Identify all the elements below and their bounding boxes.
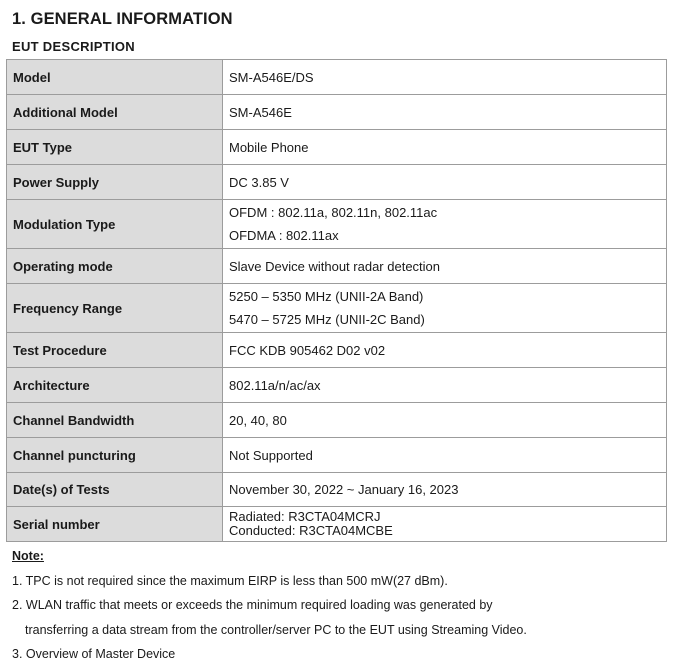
value-line: Radiated: R3CTA04MCRJ — [229, 509, 381, 524]
row-value: FCC KDB 905462 D02 v02 — [223, 333, 667, 368]
row-label: Additional Model — [7, 95, 223, 130]
table-row — [7, 60, 667, 95]
row-label: Operating mode — [7, 249, 223, 284]
note-item: 1. TPC is not required since the maximum EIRP is less than 500 mW(27 dBm). — [12, 573, 448, 588]
value-line: 5470 – 5725 MHz (UNII-2C Band) — [229, 312, 425, 327]
row-value — [223, 284, 667, 333]
row-value: DC 3.85 V — [223, 165, 667, 200]
row-label: Channel Bandwidth — [7, 403, 223, 438]
table-row — [7, 249, 667, 284]
row-value: November 30, 2022 ~ January 16, 2023 — [223, 473, 667, 507]
table-row — [7, 403, 667, 438]
section-title: 1. GENERAL INFORMATION — [12, 10, 233, 28]
table-row — [7, 368, 667, 403]
row-label: EUT Type — [7, 130, 223, 165]
note-item: 2. WLAN traffic that meets or exceeds the minimum required loading was generated by — [12, 598, 493, 612]
table-row — [7, 507, 667, 542]
value-line: OFDM : 802.11a, 802.11n, 802.11ac — [229, 205, 438, 220]
value-line: OFDMA : 802.11ax — [229, 228, 339, 243]
row-label: Channel puncturing — [7, 438, 223, 473]
row-value: Slave Device without radar detection — [223, 249, 667, 284]
table-row — [7, 438, 667, 473]
row-value: 802.11a/n/ac/ax — [223, 368, 667, 403]
row-label: Serial number — [7, 507, 223, 542]
eut-description-heading: EUT DESCRIPTION — [12, 39, 135, 54]
table-row — [7, 165, 667, 200]
row-value: Mobile Phone — [223, 130, 667, 165]
notes-section — [12, 544, 527, 667]
row-label: Power Supply — [7, 165, 223, 200]
eut-description-table — [6, 59, 667, 542]
table-row — [7, 200, 667, 249]
value-line: Conducted: R3CTA04MCBE — [229, 523, 393, 538]
notes-heading: Note: — [12, 549, 44, 563]
row-value — [223, 200, 667, 249]
value-line: 5250 – 5350 MHz (UNII-2A Band) — [229, 289, 424, 304]
table-row — [7, 333, 667, 368]
table-row — [7, 95, 667, 130]
row-label: Test Procedure — [7, 333, 223, 368]
row-value — [223, 507, 667, 542]
row-label: Frequency Range — [7, 284, 223, 333]
row-value: Not Supported — [223, 438, 667, 473]
row-value: SM-A546E/DS — [223, 60, 667, 95]
row-label: Architecture — [7, 368, 223, 403]
note-item: 3. Overview of Master Device — [12, 647, 176, 661]
note-item-continuation: transferring a data stream from the controller/server PC to the EUT using Streaming Video. — [25, 622, 527, 637]
row-label: Model — [7, 60, 223, 95]
table-row — [7, 284, 667, 333]
table-row — [7, 130, 667, 165]
row-label: Modulation Type — [7, 200, 223, 249]
row-value: SM-A546E — [223, 95, 667, 130]
table-row — [7, 473, 667, 507]
row-label: Date(s) of Tests — [7, 473, 223, 507]
row-value: 20, 40, 80 — [223, 403, 667, 438]
